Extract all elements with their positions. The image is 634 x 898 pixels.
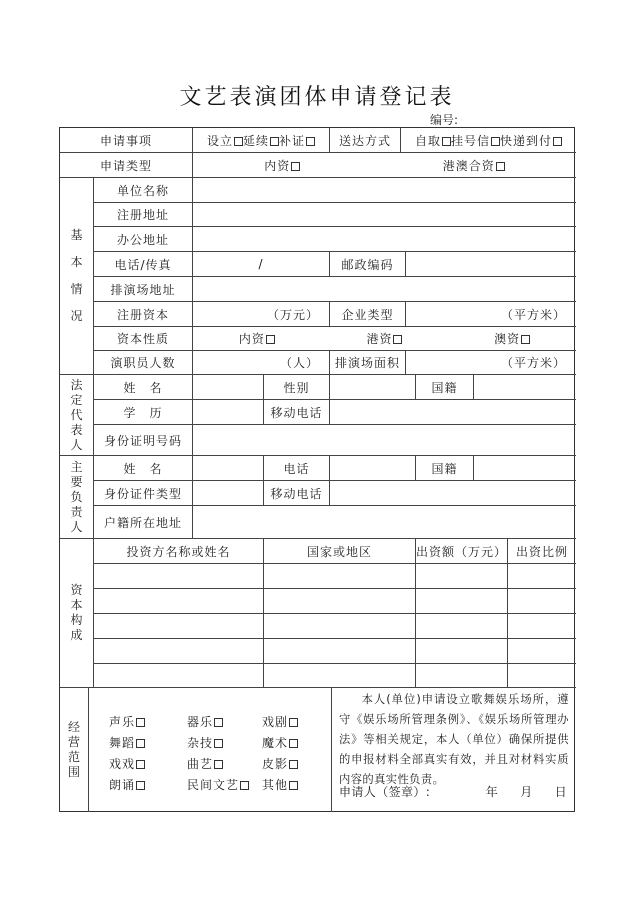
scope-option[interactable]	[262, 776, 298, 793]
principal-phone-label: 电话	[264, 456, 330, 481]
option-hk-macau-jv[interactable]: 港澳合资	[443, 157, 505, 174]
reg-address-field[interactable]	[193, 203, 576, 227]
scope-option[interactable]	[262, 734, 298, 751]
legal-rep-name-label: 姓 名	[94, 375, 193, 400]
scope-option-label: 朗诵	[109, 778, 136, 792]
rehearsal-area-label: 排演场面积	[330, 351, 406, 375]
scope-option-label: 戏剧	[262, 715, 289, 729]
principal-nationality-label: 国籍	[416, 456, 474, 481]
capital-row-cell[interactable]	[94, 589, 264, 614]
signature-label: 申请人（签章）:	[339, 785, 431, 799]
principal-mobile-field[interactable]	[330, 481, 576, 506]
phone-fax-field[interactable]: /	[193, 252, 330, 277]
checkbox[interactable]	[234, 137, 243, 146]
checkbox[interactable]	[136, 718, 145, 727]
application-matter-label: 申请事项	[60, 128, 193, 153]
capital-header-cell: 出资额（万元）	[416, 539, 508, 564]
capital-nature-label: 资本性质	[94, 327, 193, 351]
enterprise-type-label: 企业类型	[330, 302, 406, 327]
scope-option-label: 器乐	[187, 715, 214, 729]
scope-option[interactable]	[262, 755, 298, 772]
checkbox[interactable]	[553, 137, 562, 146]
reg-address-label: 注册地址	[94, 203, 193, 227]
scope-option-label: 其他	[262, 778, 289, 792]
scope-option[interactable]	[187, 755, 223, 772]
capital-row-cell[interactable]	[416, 589, 508, 614]
capital-row-cell[interactable]	[264, 664, 416, 688]
office-address-label: 办公地址	[94, 227, 193, 252]
staff-count-label: 演职员人数	[94, 351, 193, 375]
checkbox[interactable]	[291, 162, 300, 171]
month-label: 月	[520, 785, 533, 799]
principal-id-type-field[interactable]	[193, 481, 264, 506]
checkbox[interactable]	[442, 137, 451, 146]
scope-option-label: 曲艺	[187, 757, 214, 771]
section-legal-rep: 法 定 代 表 人	[60, 375, 94, 456]
scope-option[interactable]	[109, 734, 145, 751]
checkbox[interactable]	[240, 781, 249, 790]
scope-option[interactable]	[109, 713, 145, 730]
capital-row-cell[interactable]	[416, 639, 508, 664]
scope-option[interactable]	[109, 755, 145, 772]
checkbox[interactable]	[214, 739, 223, 748]
legal-rep-education-label: 学 历	[94, 400, 193, 425]
postcode-field[interactable]	[406, 252, 576, 277]
checkbox[interactable]	[289, 718, 298, 727]
scope-option[interactable]	[262, 713, 298, 730]
declaration-text: 本人(单位)申请设立歌舞娱乐场所，遵守《娱乐场所管理条例》、《娱乐场所管理办法》等相关规定，本人（单位）确保所提供的申报材料全部真实有效，并且对材料实质内容的真实性负责。	[339, 693, 569, 786]
capital-nature-options	[193, 327, 576, 351]
legal-rep-name-field[interactable]	[193, 375, 264, 400]
option-renew[interactable]: 延续	[243, 132, 279, 149]
option-macau-capital[interactable]: 澳资	[494, 330, 530, 347]
scope-option-label: 皮影	[262, 757, 289, 771]
capital-row-cell[interactable]	[94, 564, 264, 589]
principal-name-label: 姓 名	[94, 456, 193, 481]
capital-row-cell[interactable]	[94, 664, 264, 688]
scope-option-label: 舞蹈	[109, 736, 136, 750]
section-basic-info: 基 本 情 况	[60, 178, 94, 375]
checkbox[interactable]	[136, 781, 145, 790]
capital-row-cell[interactable]	[416, 664, 508, 688]
capital-row-cell[interactable]	[264, 614, 416, 639]
checkbox[interactable]	[136, 760, 145, 769]
checkbox[interactable]	[491, 137, 500, 146]
capital-row-cell[interactable]	[264, 639, 416, 664]
option-establish[interactable]: 设立	[207, 132, 243, 149]
option-registered-mail[interactable]: 挂号信	[451, 132, 500, 149]
rehearsal-area-field[interactable]: （平方米）	[406, 351, 576, 375]
scope-option-label: 戏戏	[109, 757, 136, 771]
capital-row-cell[interactable]	[416, 564, 508, 589]
principal-household-label: 户籍所在地址	[94, 506, 193, 539]
scope-declaration-row	[60, 688, 576, 812]
capital-header-cell: 国家或地区	[264, 539, 416, 564]
principal-id-type-label: 身份证件类型	[94, 481, 193, 506]
application-type-label: 申请类型	[60, 153, 193, 178]
office-address-field[interactable]	[193, 227, 576, 252]
checkbox[interactable]	[266, 335, 275, 344]
checkbox[interactable]	[496, 162, 505, 171]
application-type-options	[193, 153, 576, 178]
checkbox[interactable]	[289, 760, 298, 769]
scope-option-label: 声乐	[109, 715, 136, 729]
principal-household-field[interactable]	[193, 506, 576, 539]
principal-phone-field[interactable]	[330, 456, 416, 481]
capital-header-cell: 投资方名称或姓名	[94, 539, 264, 564]
legal-rep-mobile-label: 移动电话	[264, 400, 330, 425]
legal-rep-nationality-field[interactable]	[474, 375, 576, 400]
section-capital: 资 本 构 成	[60, 539, 94, 688]
option-self-pickup[interactable]: 自取	[415, 132, 451, 149]
capital-row-cell[interactable]	[94, 639, 264, 664]
option-domestic-capital[interactable]: 内资	[239, 330, 275, 347]
checkbox[interactable]	[521, 335, 530, 344]
day-label: 日	[554, 785, 567, 799]
section-principal: 主 要 负 责 人	[60, 456, 94, 539]
business-scope-box	[89, 688, 332, 812]
option-express-cod[interactable]: 快递到付	[500, 132, 562, 149]
unit-name-label: 单位名称	[94, 178, 193, 203]
capital-header-cell: 出资比例	[508, 539, 576, 564]
delivery-method-label: 送达方式	[330, 128, 401, 153]
option-reissue[interactable]: 补证	[279, 132, 315, 149]
application-matter-options	[193, 128, 330, 153]
checkbox[interactable]	[270, 137, 279, 146]
year-label: 年	[485, 785, 499, 799]
checkbox[interactable]	[136, 739, 145, 748]
option-domestic[interactable]: 内资	[264, 157, 300, 174]
serial-number-label: 编号:	[430, 113, 459, 127]
principal-mobile-label: 移动电话	[264, 481, 330, 506]
scope-option[interactable]	[187, 734, 223, 751]
scope-option-label: 杂技	[187, 736, 214, 750]
legal-rep-education-field[interactable]	[193, 400, 264, 425]
legal-rep-id-label: 身份证明号码	[94, 425, 193, 456]
staff-count-field[interactable]: （人）	[193, 351, 330, 375]
capital-row-cell[interactable]	[508, 664, 576, 688]
capital-row-cell[interactable]	[264, 564, 416, 589]
capital-row-cell[interactable]	[508, 589, 576, 614]
checkbox[interactable]	[306, 137, 315, 146]
enterprise-type-field[interactable]: （平方米）	[406, 302, 576, 327]
reg-capital-field[interactable]: （万元）	[193, 302, 330, 327]
scope-option[interactable]	[187, 776, 249, 793]
checkbox[interactable]	[289, 739, 298, 748]
legal-rep-mobile-field[interactable]	[330, 400, 576, 425]
form-title: 文艺表演团体申请登记表	[179, 85, 455, 110]
capital-row-cell[interactable]	[416, 614, 508, 639]
postcode-label: 邮政编码	[330, 252, 406, 277]
capital-row-cell[interactable]	[508, 564, 576, 589]
principal-nationality-field[interactable]	[474, 456, 576, 481]
capital-row-cell[interactable]	[94, 614, 264, 639]
registration-form-table	[59, 127, 575, 812]
unit-name-field[interactable]	[193, 178, 576, 203]
scope-option[interactable]	[109, 776, 145, 793]
rehearsal-address-field[interactable]	[193, 277, 576, 302]
legal-rep-gender-field[interactable]	[330, 375, 416, 400]
capital-row-cell[interactable]	[508, 614, 576, 639]
scope-option-label: 魔术	[262, 736, 289, 750]
principal-name-field[interactable]	[193, 456, 264, 481]
checkbox[interactable]	[214, 760, 223, 769]
legal-rep-gender-label: 性别	[264, 375, 330, 400]
declaration-box	[332, 688, 575, 812]
delivery-method-options	[401, 128, 576, 153]
capital-row-cell[interactable]	[264, 589, 416, 614]
capital-row-cell[interactable]	[508, 639, 576, 664]
phone-fax-label: 电话/传真	[94, 252, 193, 277]
scope-option[interactable]	[187, 713, 223, 730]
section-scope: 经 营 范 围	[60, 688, 89, 812]
rehearsal-address-label: 排演场地址	[94, 277, 193, 302]
signature-line	[339, 782, 567, 802]
scope-option-label: 民间文艺	[187, 778, 240, 792]
legal-rep-id-field[interactable]	[193, 425, 576, 456]
option-hk-capital[interactable]: 港资	[366, 330, 402, 347]
legal-rep-nationality-label: 国籍	[416, 375, 474, 400]
checkbox[interactable]	[289, 781, 298, 790]
checkbox[interactable]	[393, 335, 402, 344]
checkbox[interactable]	[214, 718, 223, 727]
reg-capital-label: 注册资本	[94, 302, 193, 327]
